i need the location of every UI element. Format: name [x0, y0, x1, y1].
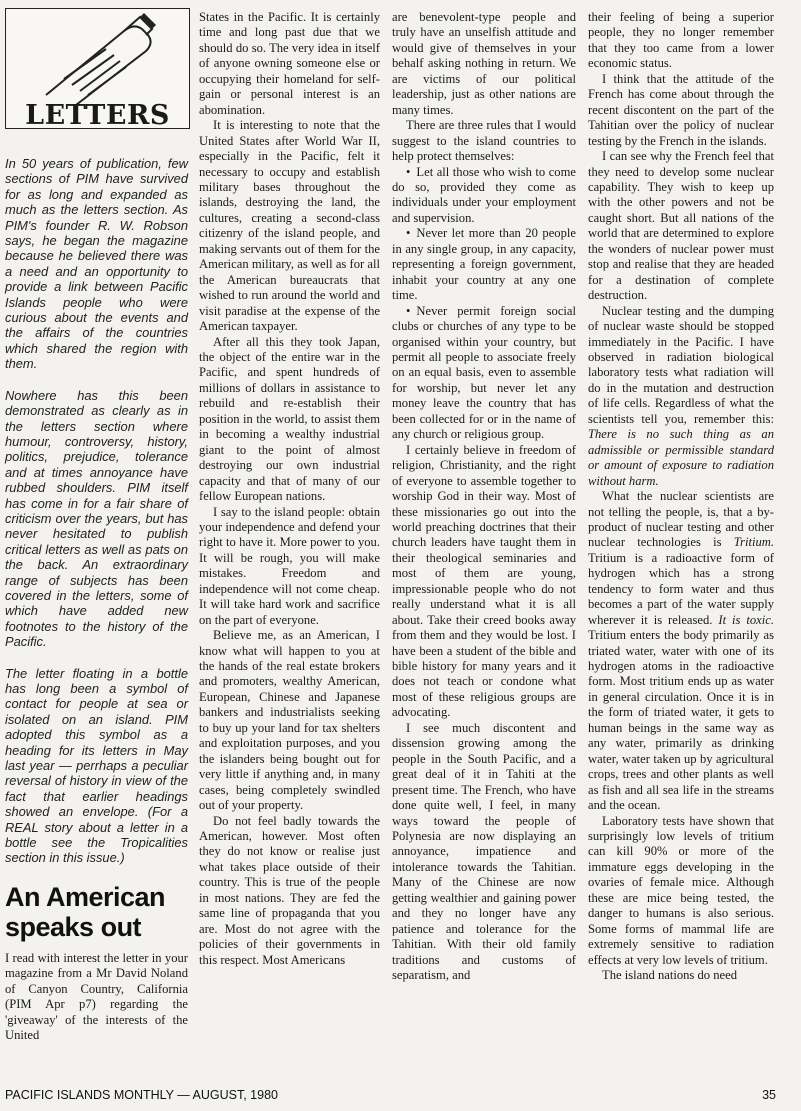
italic-emphasis: There is no such thing as an admissible or permissible standard or amount of exposure to radiation without harm.	[588, 427, 774, 488]
italic-emphasis: Tritium.	[733, 535, 774, 550]
body-paragraph	[588, 304, 774, 489]
body-paragraph: It is interesting to note that the United States after World War II, especially in the Pacific, felt it necessary to occupy and establish military bases throughout the islands, destroying the land, the cultures, creating a second-class citizenry of the island people, and making servants out of them for the American military, as well as for all the American bureaucrats that wished to run around the world and visit paradise at the expense of the American taxpayer.	[199, 118, 380, 334]
intro-paragraph: The letter floating in a bottle has long been a symbol of contact for people at sea or isolated on an island. PIM adopted this symbol as a heading for its letters in May last year — perrhaps a peculiar reversal of history in view of the fact that earlier headings showed an envelope. (For a REAL story about a letter in a bottle see the Tropicalities section in this issue.)	[5, 665, 188, 866]
body-paragraph: I think that the attitude of the French has come about through the recent discontent on the part of the Tahitian over the policy of nuclear testing by the French in the islands.	[588, 71, 774, 148]
left-column	[5, 8, 188, 1044]
rule-item: • Let all those who wish to come do so, provided they come as individuals under your employment and supervision.	[392, 165, 576, 227]
body-paragraph: After all this they took Japan, the object of the entire war in the Pacific, and spent hundreds of millions of dollars in assistance to rebuild and re-establish their position in the world, to assist them in becoming a wealthy industrial giant to the point of almost destroying our own industrial capacity and that of many of our fellow European nations.	[199, 334, 380, 504]
body-paragraph: The island nations do need	[602, 968, 738, 983]
publication-line: PACIFIC ISLANDS MONTHLY — AUGUST, 1980	[5, 1088, 278, 1102]
body-text: Nuclear testing and the dumping of nuclear waste should be stopped immediately in the Pacific. I have observed in radiation biological laboratory tests what radiation will do in the mutation and destruction of life cells. Regardless of what the scientists tell you, remember this:	[588, 303, 774, 426]
body-text: What the nuclear scientists are not telling the people, is, that a by-product of nuclear testing and other nuclear technologies is	[588, 489, 774, 550]
body-paragraph: I say to the island people: obtain your independence and defend your right to have it. More power to you. It will be rough, you will make mistakes. Freedom and independence will not come cheap. It will take hard work and sacrifice on the part of everyone.	[199, 504, 380, 627]
rule-item: • Never let more than 20 people in any single group, in any capacity, representing a foreign government, inhabit your country at any one time.	[392, 226, 576, 303]
letter-opening	[5, 951, 188, 1044]
body-text: Tritium enters the body primarily as triated water, water with one of its hydrogen atoms in the radioactive form. Most tritium ends up as water in general circulation. Once it is in the form of triated water, it gets to human beings in the same way as any water, primarily as drinking water, water taken up by agricultural crops, trees and other plants as well as fish and all sea life in the streams and the ocean.	[588, 628, 774, 813]
body-text: Tritium is a radioactive form of hydrogen which has a strong tendency to form water and thus becomes a part of the water supply wherever it is released.	[588, 550, 774, 627]
body-paragraph	[588, 489, 774, 814]
body-paragraph: There are three rules that I would suggest to the island countries to help protect themselves:	[392, 118, 576, 164]
letters-heading: LETTERS	[6, 108, 189, 123]
page-number: 35	[762, 1088, 776, 1102]
letters-logo	[5, 8, 190, 129]
italic-emphasis: It is toxic.	[718, 612, 774, 627]
body-paragraph: I can see why the French feel that they need to develop some nuclear capability. They wish to keep up with the other powers and not be caught short. But all nations of the world that are determined to explore the wonders of nuclear power must stop and realise that they are headed for a destination of complete destruction.	[588, 149, 774, 303]
column-3	[392, 10, 576, 984]
body-paragraph: are benevolent-type people and truly have an unselfish attitude and would give of themselves in your behalf asking nothing in return. We are victims of our political leadership, just as other nations are many times.	[392, 10, 576, 117]
body-paragraph: I see much discontent and dissension growing among the people in the South Pacific, and a great deal of it in Tahiti at the present time. The French, who have done quite well, I feel, in many ways toward the people of Polynesia are now displaying an annoyance, impatience and intolerance towards the Tahitian. Many of the Chinese are now getting wealthier and gaining power and they no longer have any patience and tolerance for the Tahitian. With their old family traditions and customs of separatism, and	[392, 720, 576, 983]
body-paragraph: States in the Pacific. It is certainly time and long past due that we should do so. The very idea in itself of anyone owning someone else or occupying their homeland for self-gain or personal interest is an abomination.	[199, 10, 380, 117]
column-4	[588, 10, 774, 984]
column-2	[199, 10, 380, 968]
body-paragraph: Laboratory tests have shown that surprisingly low levels of tritium can kill 90% or more of the immature eggs developing in the ovaries of female mice. Although these are mice being tested, the danger to humans is also serious. Some forms of mammal life are extremely sensitive to radiation effects at very low levels of tritium.	[588, 813, 774, 967]
body-paragraph: Do not feel badly towards the American, however. Most often they do not know or realise just what takes place outside of their country. This is true of the people in most nations. They are fed the same line of propaganda that you are. Most do not agree with the policies of their governments in this respect. Most Americans	[199, 813, 380, 967]
letter-headline: An American speaks out	[5, 881, 166, 942]
rule-item: • Never permit foreign social clubs or churches of any type to be organised within your country, but permit all people to associate freely on an equal basis, even to assemble for worship, but never let any money leave the country that has been collected for or in the name of any church or religious group.	[392, 304, 576, 443]
body-paragraph: their feeling of being a superior people, they no longer remember that they too came from a lower economic status.	[588, 10, 774, 71]
page-footer	[5, 1088, 776, 1102]
body-paragraph: I certainly believe in freedom of religion, Christianity, and the right of everyone to assemble together to worship God in their way. Most of these missionaries go out into the world preaching doctrines that their church leaders have taught them in their theological seminaries and most of them are young, impressionable people who do not really understand what it is all about. Take their creed books away from them and they would be lost. I have been a student of the bible and bible history for many years and it does not teach or condone what most of these religious groups are advocating.	[392, 442, 576, 720]
intro-paragraph: In 50 years of publication, few sections of PIM have survived for as long and expanded as much as the letters section. As PIM's founder R. W. Robson says, he began the magazine because he believed there was a need and an opportunity to provide a link between Pacific Islands people who were curious about the events and the affairs of the countries which shared the region with them.	[5, 156, 188, 372]
body-paragraph: I read with interest the letter in your magazine from a Mr David Noland of Canyon Country, California (PIM Apr p7) regarding the 'giveaway' of the interests of the United	[5, 950, 188, 1043]
body-paragraph: Believe me, as an American, I know what will happen to you at the hands of the real estate brokers and promoters, wealthy American, European, Chinese and Japanese bankers and industrialists seeking to buy up your land for tax shelters and exploitation purposes, and you the islanders being bought out for very little if anything and, in many cases, being completely swindled out of your property.	[199, 628, 380, 813]
intro-text	[5, 156, 188, 866]
intro-paragraph: Nowhere has this been demonstrated as clearly as in the letters section where humour, controversy, history, politics, prejudice, tolerance and at times annoyance have rubbed shoulders. PIM itself has come in for a fair share of criticism over the years, but has never hesitated to publish critical letters as well as pats on the back. An extraordinary range of subjects has been covered in the letters, some of which have added new footnotes to the history of the Pacific.	[5, 387, 188, 650]
